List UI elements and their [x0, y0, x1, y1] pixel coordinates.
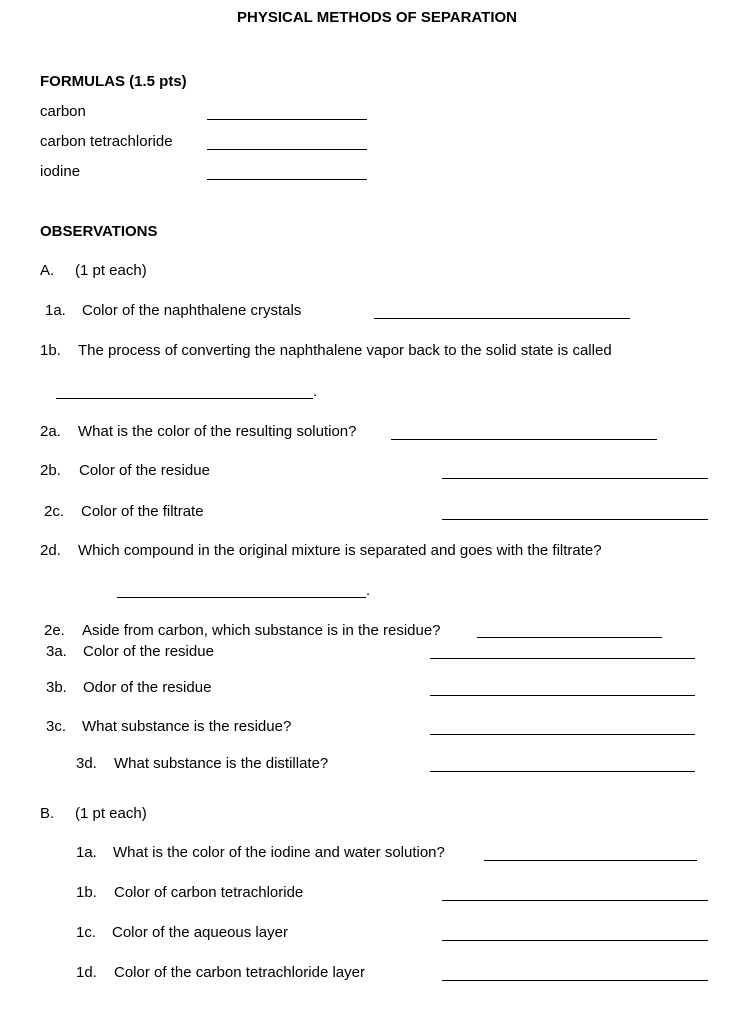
question-number: 1c. — [76, 924, 97, 941]
formula-answer-line-carbon-tetrachloride[interactable] — [207, 149, 367, 150]
formula-answer-line-iodine[interactable] — [207, 179, 367, 180]
answer-line-a-3d[interactable] — [430, 771, 695, 772]
question-number: 1a. — [45, 302, 66, 319]
question-number: 2a. — [40, 423, 61, 440]
formula-answer-line-carbon[interactable] — [207, 119, 367, 120]
answer-line-a-2c[interactable] — [442, 519, 708, 520]
question-text-a-3d: What substance is the distillate? — [114, 755, 329, 772]
answer-line-a-3a[interactable] — [430, 658, 695, 659]
question-text-b-1c: Color of the aqueous layer — [112, 924, 288, 941]
question-number: 3a. — [46, 643, 67, 660]
answer-line-b-1a[interactable] — [484, 860, 697, 861]
formulas-heading: FORMULAS (1.5 pts) — [40, 73, 187, 90]
part-b-points: (1 pt each) — [75, 805, 147, 822]
answer-line-b-1b[interactable] — [442, 900, 708, 901]
sentence-period: . — [313, 383, 318, 400]
formula-label-carbon-tetrachloride: carbon tetrachloride — [40, 133, 173, 150]
question-text-a-3a: Color of the residue — [83, 643, 214, 660]
answer-line-a-2d[interactable] — [117, 597, 366, 598]
formula-label-carbon: carbon — [40, 103, 86, 120]
page-title: PHYSICAL METHODS OF SEPARATION — [236, 9, 518, 26]
question-text-a-3b: Odor of the residue — [83, 679, 212, 696]
answer-line-a-2a[interactable] — [391, 439, 657, 440]
question-text-b-1a: What is the color of the iodine and water solution? — [113, 844, 445, 861]
answer-line-a-3b[interactable] — [430, 695, 695, 696]
question-text-a-2c: Color of the filtrate — [81, 503, 204, 520]
question-number: 2b. — [40, 462, 61, 479]
observations-heading: OBSERVATIONS — [40, 223, 158, 240]
part-a-label: A. — [40, 262, 55, 279]
question-number: 3b. — [46, 679, 67, 696]
answer-line-a-2b[interactable] — [442, 478, 708, 479]
question-text-a-1a: Color of the naphthalene crystals — [82, 302, 302, 319]
answer-line-a-1b[interactable] — [56, 398, 313, 399]
question-number: 3d. — [76, 755, 97, 772]
question-text-b-1d: Color of the carbon tetrachloride layer — [114, 964, 365, 981]
answer-line-a-1a[interactable] — [374, 318, 630, 319]
question-text-a-1b: The process of converting the naphthalene vapor back to the solid state is called — [78, 342, 612, 359]
question-text-a-2a: What is the color of the resulting solution? — [78, 423, 357, 440]
answer-line-a-3c[interactable] — [430, 734, 695, 735]
question-text-a-2e: Aside from carbon, which substance is in the residue? — [82, 622, 441, 639]
sentence-period: . — [366, 582, 371, 599]
part-a-points: (1 pt each) — [75, 262, 147, 279]
question-text-a-2b: Color of the residue — [79, 462, 210, 479]
question-number: 3c. — [46, 718, 67, 735]
formula-label-iodine: iodine — [40, 163, 81, 180]
answer-line-b-1d[interactable] — [442, 980, 708, 981]
question-text-b-1b: Color of carbon tetrachloride — [114, 884, 304, 901]
question-number: 2e. — [44, 622, 65, 639]
question-number: 1b. — [40, 342, 61, 359]
question-number: 1a. — [76, 844, 97, 861]
question-number: 1b. — [76, 884, 97, 901]
answer-line-b-1c[interactable] — [442, 940, 708, 941]
answer-line-a-2e[interactable] — [477, 637, 662, 638]
question-number: 2d. — [40, 542, 61, 559]
question-number: 1d. — [76, 964, 97, 981]
question-number: 2c. — [44, 503, 65, 520]
part-b-label: B. — [40, 805, 55, 822]
question-text-a-2d: Which compound in the original mixture is separated and goes with the filtrate? — [78, 542, 602, 559]
question-text-a-3c: What substance is the residue? — [82, 718, 292, 735]
